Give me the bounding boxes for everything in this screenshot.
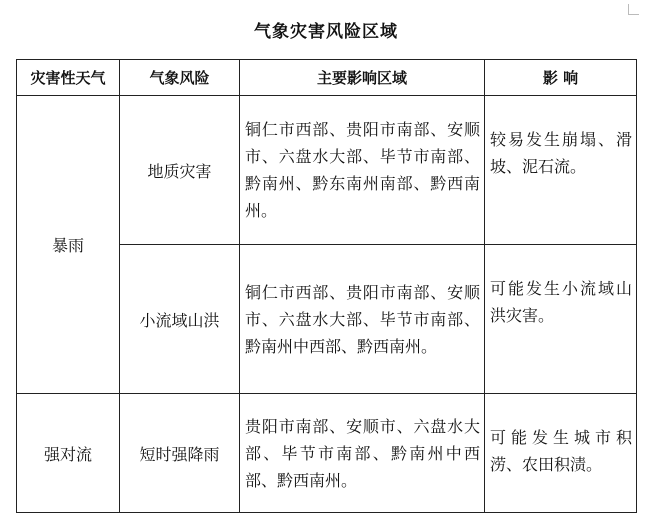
header-risk: 气象风险 [120, 60, 240, 96]
area-cell: 铜仁市西部、贵阳市南部、安顺市、六盘水大部、毕节市南部、黔南州中西部、黔西南州。 [240, 245, 485, 394]
impact-cell: 可能发生城市积涝、农田积渍。 [485, 394, 637, 513]
table-header-row [17, 60, 637, 96]
area-cell: 贵阳市南部、安顺市、六盘水大部、毕节市南部、黔南州中西部、黔西南州。 [240, 394, 485, 513]
table-row [17, 394, 637, 513]
weather-cell: 暴雨 [17, 96, 120, 394]
header-weather: 灾害性天气 [17, 60, 120, 96]
risk-table [16, 59, 637, 513]
page-title: 气象灾害风险区域 [254, 22, 398, 42]
risk-cell: 地质灾害 [120, 96, 240, 245]
page-corner-mark [628, 4, 639, 15]
impact-cell: 较易发生崩塌、滑坡、泥石流。 [485, 96, 637, 245]
risk-cell: 短时强降雨 [120, 394, 240, 513]
risk-cell: 小流域山洪 [120, 245, 240, 394]
weather-cell: 强对流 [17, 394, 120, 513]
header-impact: 影 响 [485, 60, 637, 96]
table-row [17, 96, 637, 245]
area-cell: 铜仁市西部、贵阳市南部、安顺市、六盘水大部、毕节市南部、黔南州、黔东南州南部、黔西南州。 [240, 96, 485, 245]
impact-cell: 可能发生小流域山洪灾害。 [485, 245, 637, 394]
header-area: 主要影响区域 [240, 60, 485, 96]
